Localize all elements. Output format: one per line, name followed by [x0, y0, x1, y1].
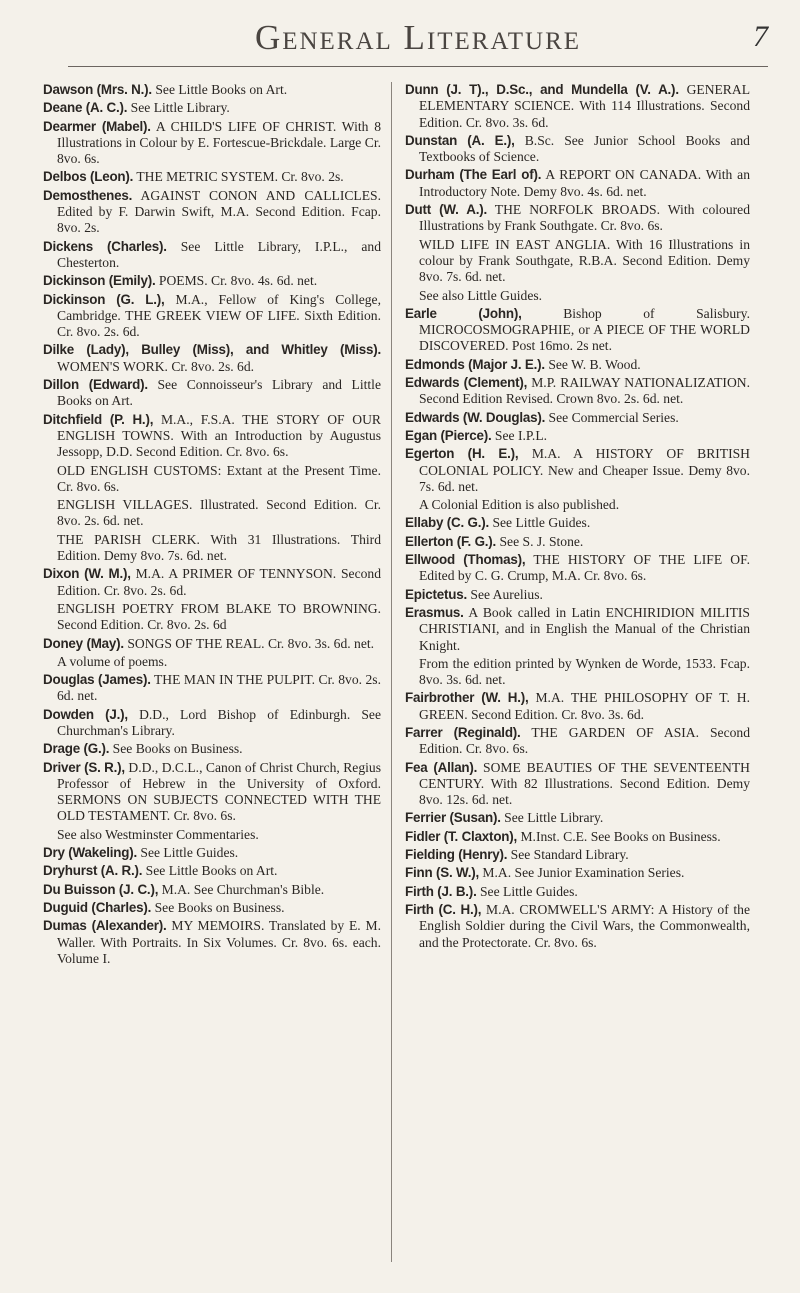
- catalogue-note: [43, 532, 381, 565]
- catalogue-entry: [405, 534, 750, 550]
- entry-text: A REPORT ON CANADA. With an Introductory Note. Demy 8vo. 4s. 6d. net.: [419, 167, 751, 199]
- entry-text: D.D., D.C.L., Canon of Christ Church, Regius Professor of Hebrew in the University of Oxford. SERMONS ON SUBJECTS CONNECTED WITH THE OLD TESTAMENT. Cr. 8vo. 6s.: [57, 759, 381, 824]
- entry-text: M.A., F.S.A. THE STORY OF OUR ENGLISH TOWNS. With an Introduction by Augustus Jessopp, D.D. Second Edition. Cr. 8vo. 6s.: [57, 411, 381, 460]
- entry-text: See Little Books on Art.: [151, 82, 288, 97]
- catalogue-entry: [405, 82, 750, 131]
- entry-text: OLD ENGLISH CUSTOMS: Extant at the Present Time. Cr. 8vo. 6s.: [57, 462, 381, 494]
- entry-text: See I.P.L.: [491, 427, 548, 443]
- catalogue-entry: [405, 428, 750, 444]
- entry-text: M.A. See Junior Examination Series.: [479, 865, 685, 881]
- entry-author: Delbos (Leon).: [43, 169, 134, 185]
- entry-text: POEMS. Cr. 8vo. 4s. 6d. net.: [155, 273, 318, 289]
- entry-author: Edwards (W. Douglas).: [405, 409, 546, 425]
- entry-text: ENGLISH POETRY FROM BLAKE TO BROWNING. Second Edition. Cr. 8vo. 2s. 6d: [57, 600, 381, 633]
- catalogue-entry: [43, 845, 381, 861]
- entry-text: M.A. A HISTORY OF BRITISH COLONIAL POLICY. New and Cheaper Issue. Demy 8vo. 7s. 6d. net.: [419, 446, 750, 494]
- entry-author: Firth (C. H.),: [405, 901, 482, 917]
- catalogue-entry: [43, 918, 381, 967]
- catalogue-entry: [43, 100, 381, 116]
- entry-author: Edmonds (Major J. E.).: [405, 356, 545, 372]
- catalogue-entry: [405, 605, 750, 654]
- catalogue-entry: [43, 82, 381, 98]
- catalogue-entry: [43, 377, 381, 410]
- entry-text: THE NORFOLK BROADS. With coloured Illustrations by Frank Southgate. Cr. 8vo. 6s.: [419, 202, 750, 234]
- catalogue-entry: [405, 847, 750, 863]
- entry-text: B.Sc. See Junior School Books and Textbooks of Science.: [419, 132, 750, 165]
- catalogue-entry: [43, 741, 381, 757]
- catalogue-note: [405, 237, 750, 286]
- catalogue-note: [43, 463, 381, 496]
- entry-text: MY MEMOIRS. Translated by E. M. Waller. With Portraits. In Six Volumes. Cr. 8vo. 6s. each. Volume I.: [57, 918, 381, 966]
- entry-author: Egan (Pierce).: [405, 427, 492, 443]
- entry-author: Ferrier (Susan).: [405, 810, 501, 826]
- catalogue-entry: [43, 707, 381, 740]
- entry-author: Duguid (Charles).: [43, 899, 152, 915]
- entry-text: From the edition printed by Wynken de Worde, 1533. Fcap. 8vo. 3s. 6d. net.: [419, 655, 750, 688]
- page-header: [68, 18, 768, 67]
- catalogue-note: [405, 288, 750, 304]
- entry-text: A Book called in Latin ENCHIRIDION MILITIS CHRISTIANI, and in English the Manual of the Christian Knight.: [419, 604, 750, 653]
- running-title: General Literature: [254, 18, 582, 57]
- entry-text: SOME BEAUTIES OF THE SEVENTEENTH CENTURY. With 82 Illustrations. Second Edition. Demy 8vo. 12s. 6d. net.: [419, 759, 750, 808]
- entry-author: Drage (G.).: [43, 741, 110, 757]
- column-divider: [391, 82, 392, 1262]
- entry-author: Demosthenes.: [43, 187, 133, 203]
- entry-text: D.D., Lord Bishop of Edinburgh. See Churchman's Library.: [57, 706, 381, 738]
- entry-author: Earle (John),: [405, 305, 522, 321]
- entry-author: Dry (Wakeling).: [43, 845, 137, 861]
- entry-author: Dutt (W. A.).: [405, 202, 488, 218]
- entry-text: M.Inst. C.E. See Books on Business.: [517, 828, 721, 844]
- entry-author: Fea (Allan).: [405, 759, 478, 775]
- catalogue-entry: [405, 167, 750, 200]
- entry-text: See Little Guides.: [489, 515, 591, 531]
- left-column: [43, 82, 381, 969]
- entry-author: Dawson (Mrs. N.).: [43, 82, 152, 97]
- catalogue-entry: [405, 865, 750, 881]
- catalogue-entry: [405, 515, 750, 531]
- catalogue-entry: [405, 884, 750, 900]
- catalogue-entry: [43, 239, 381, 272]
- entry-text: THE MAN IN THE PULPIT. Cr. 8vo. 2s. 6d. net.: [57, 672, 381, 704]
- catalogue-entry: [405, 552, 750, 585]
- right-column: [405, 82, 750, 953]
- entry-author: Dunn (J. T)., D.Sc., and Mundella (V. A.).: [405, 82, 679, 97]
- catalogue-entry: [405, 410, 750, 426]
- entry-author: Ellerton (F. G.).: [405, 533, 497, 549]
- catalogue-entry: [405, 357, 750, 373]
- catalogue-entry: [405, 375, 750, 408]
- entry-author: Egerton (H. E.),: [405, 446, 519, 462]
- entry-author: Epictetus.: [405, 586, 467, 602]
- entry-text: THE METRIC SYSTEM. Cr. 8vo. 2s.: [133, 169, 344, 185]
- entry-text: See Little Books on Art.: [142, 863, 278, 879]
- entry-author: Dickinson (Emily).: [43, 273, 156, 289]
- catalogue-entry: [405, 446, 750, 495]
- entry-author: Fairbrother (W. H.),: [405, 690, 529, 706]
- catalogue-entry: [43, 412, 381, 461]
- entry-author: Fidler (T. Claxton),: [405, 828, 518, 844]
- catalogue-entry: [405, 902, 750, 951]
- entry-text: See Little Library.: [500, 810, 604, 826]
- entry-author: Driver (S. R.),: [43, 759, 125, 775]
- entry-author: Ditchfield (P. H.),: [43, 411, 154, 427]
- catalogue-entry: [405, 690, 750, 723]
- entry-text: M.A. THE PHILOSOPHY OF T. H. GREEN. Second Edition. Cr. 8vo. 3s. 6d.: [419, 690, 751, 722]
- entry-author: Ellaby (C. G.).: [405, 515, 490, 531]
- entry-author: Ellwood (Thomas),: [405, 552, 526, 568]
- catalogue-entry: [405, 202, 750, 235]
- entry-text: M.A. CROMWELL'S ARMY: A History of the English Soldier during the Civil Wars, the Commonwealth, and the Protectorate. Cr. 8vo. 6s.: [419, 901, 750, 950]
- catalogue-entry: [43, 119, 381, 168]
- entry-author: Durham (The Earl of).: [405, 167, 542, 183]
- entry-text: See Books on Business.: [151, 899, 285, 915]
- catalogue-note: [43, 827, 381, 843]
- catalogue-entry: [405, 725, 750, 758]
- entry-text: THE PARISH CLERK. With 31 Illustrations. Third Edition. Demy 8vo. 7s. 6d. net.: [57, 531, 381, 564]
- catalogue-note: [43, 654, 381, 670]
- entry-text: M.A. A PRIMER OF TENNYSON. Second Edition. Cr. 8vo. 2s. 6d.: [57, 566, 381, 598]
- catalogue-note: [405, 497, 750, 513]
- entry-text: A CHILD'S LIFE OF CHRIST. With 8 Illustrations in Colour by E. Fortescue-Brickdale. Large Cr. 8vo. 6s.: [57, 118, 381, 167]
- entry-author: Dillon (Edward).: [43, 377, 148, 393]
- entry-text: WILD LIFE IN EAST ANGLIA. With 16 Illustrations in colour by Frank Southgate, R.B.A. Second Edition. Demy 8vo. 7s. 6d. net.: [419, 236, 750, 285]
- catalogue-entry: [405, 760, 750, 809]
- catalogue-note: [405, 656, 750, 689]
- entry-text: ENGLISH VILLAGES. Illustrated. Second Edition. Cr. 8vo. 2s. 6d. net.: [57, 497, 381, 529]
- entry-author: Dixon (W. M.),: [43, 566, 131, 582]
- entry-author: Firth (J. B.).: [405, 883, 477, 899]
- entry-text: See Aurelius.: [467, 586, 543, 602]
- entry-author: Dickens (Charles).: [43, 238, 167, 254]
- entry-author: Erasmus.: [405, 604, 464, 620]
- entry-author: Deane (A. C.).: [43, 100, 128, 116]
- entry-text: See W. B. Wood.: [544, 356, 641, 372]
- entry-text: SONGS OF THE REAL. Cr. 8vo. 3s. 6d. net.: [123, 635, 375, 651]
- entry-author: Doney (May).: [43, 635, 124, 651]
- entry-author: Dearmer (Mabel).: [43, 118, 151, 134]
- entry-author: Dowden (J.),: [43, 706, 128, 722]
- entry-text: See Standard Library.: [507, 847, 629, 863]
- entry-text: See also Westminster Commentaries.: [57, 826, 259, 842]
- catalogue-entry: [405, 306, 750, 355]
- entry-text: A volume of poems.: [57, 653, 168, 669]
- entry-author: Dumas (Alexander).: [43, 918, 167, 934]
- entry-text: AGAINST CONON AND CALLICLES. Edited by F. Darwin Swift, M.A. Second Edition. Fcap. 8vo. 2s.: [57, 187, 381, 236]
- entry-text: See Books on Business.: [109, 741, 243, 757]
- entry-author: Du Buisson (J. C.),: [43, 881, 159, 897]
- entry-text: See Little Guides.: [136, 845, 239, 861]
- entry-author: Dickinson (G. L.),: [43, 291, 165, 307]
- catalogue-entry: [43, 863, 381, 879]
- entry-author: Fielding (Henry).: [405, 847, 508, 863]
- catalogue-entry: [43, 900, 381, 916]
- page-number: 7: [753, 20, 768, 53]
- entry-text: WOMEN'S WORK. Cr. 8vo. 2s. 6d.: [57, 358, 255, 374]
- entry-text: M.A. See Churchman's Bible.: [158, 881, 325, 897]
- entry-text: See Commercial Series.: [545, 409, 679, 425]
- entry-text: See Little Library.: [127, 100, 230, 116]
- catalogue-entry: [43, 188, 381, 237]
- catalogue-entry: [43, 342, 381, 375]
- entry-author: Farrer (Reginald).: [405, 724, 521, 740]
- entry-author: Finn (S. W.),: [405, 865, 480, 881]
- entry-author: Douglas (James).: [43, 672, 151, 688]
- entry-text: See S. J. Stone.: [496, 533, 584, 549]
- entry-text: A Colonial Edition is also published.: [419, 497, 620, 513]
- entry-text: See Little Guides.: [476, 883, 578, 899]
- catalogue-entry: [43, 882, 381, 898]
- entry-text: THE GARDEN OF ASIA. Second Edition. Cr. 8vo. 6s.: [419, 724, 751, 757]
- catalogue-entry: [43, 760, 381, 825]
- entry-text: See also Little Guides.: [419, 287, 543, 303]
- catalogue-entry: [405, 810, 750, 826]
- entry-text: GENERAL ELEMENTARY SCIENCE. With 114 Illustrations. Second Edition. Cr. 8vo. 3s. 6d.: [419, 82, 750, 130]
- catalogue-entry: [405, 829, 750, 845]
- catalogue-note: [43, 497, 381, 530]
- catalogue-entry: [43, 636, 381, 652]
- catalogue-entry: [43, 292, 381, 341]
- entry-text: THE HISTORY OF THE LIFE OF. Edited by C. G. Crump, M.A. Cr. 8vo. 6s.: [419, 552, 750, 584]
- entry-text: M.P. RAILWAY NATIONALIZATION. Second Edition Revised. Crown 8vo. 2s. 6d. net.: [419, 375, 750, 407]
- catalogue-entry: [43, 672, 381, 705]
- entry-text: See Connoisseur's Library and Little Books on Art.: [57, 377, 381, 409]
- catalogue-entry: [43, 273, 381, 289]
- entry-text: Bishop of Salisbury. MICROCOSMOGRAPHIE, or A PIECE OF THE WORLD DISCOVERED. Post 16mo. 2s net.: [419, 305, 750, 354]
- catalogue-entry: [43, 566, 381, 599]
- catalogue-entry: [405, 133, 750, 166]
- catalogue-entry: [405, 587, 750, 603]
- entry-author: Dunstan (A. E.),: [405, 132, 515, 148]
- entry-author: Dryhurst (A. R.).: [43, 863, 143, 879]
- entry-author: Dilke (Lady), Bulley (Miss), and Whitley (Miss).: [43, 342, 381, 358]
- catalogue-entry: [43, 169, 381, 185]
- entry-text: M.A., Fellow of King's College, Cambridge. THE GREEK VIEW OF LIFE. Sixth Edition. Cr. 8vo. 2s. 6d.: [57, 291, 381, 340]
- entry-text: See Little Library, I.P.L., and Chesterton.: [57, 238, 381, 270]
- catalogue-note: [43, 601, 381, 634]
- entry-author: Edwards (Clement),: [405, 375, 528, 391]
